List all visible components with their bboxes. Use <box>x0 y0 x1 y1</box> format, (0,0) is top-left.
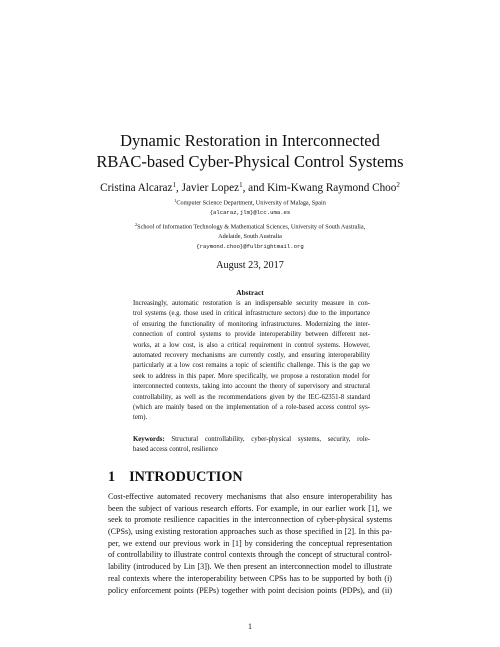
abstract-body <box>133 299 370 424</box>
affiliation-2 <box>0 222 500 231</box>
keywords-label: Keywords: <box>133 436 165 443</box>
section-number: 1 <box>108 469 116 485</box>
keywords <box>133 435 370 456</box>
paper-title-line-1: Dynamic Restoration in Interconnected <box>120 131 380 150</box>
abstract-line: (which are mainly based on the implementation of a role-based access control sys- <box>133 403 370 411</box>
keywords-text: Structural controllability, cyber-physical systems, security, role- <box>164 436 370 443</box>
author-name: Cristina Alcaraz <box>100 182 173 194</box>
keywords-line-1 <box>133 435 370 445</box>
affiliation-1-email: {alcaraz,jlm}@lcc.uma.es <box>209 209 291 216</box>
body-line: policy enforcement points (PEPs) together with point decision points (PDPs), and (ii) <box>108 585 392 595</box>
body-line: of controllability to illustrate control contexts through the concept of structural control- <box>108 550 392 560</box>
author-affiliation-mark: 1 <box>239 181 243 189</box>
keywords-line-2: based access control, resilience <box>133 446 218 454</box>
body-line: seek to promote resilience capacities in the interconnection of cyber-physical systems <box>108 515 392 525</box>
section-title: INTRODUCTION <box>129 469 243 485</box>
abstract-line: of ensuring the functionality of monitoring infrastructures. Modernizing the inter- <box>133 320 370 328</box>
author-name: , Javier Lopez <box>176 182 240 194</box>
body-line: (CPSs), using existing restoration approaches such as those specified in [2]. In this pa- <box>108 527 392 537</box>
abstract-line: seek to address in this paper. More specifically, we propose a restoration model for <box>133 372 370 380</box>
abstract-line: automated recovery mechanisms are currently costly, and ensuring interoperability <box>133 351 370 359</box>
abstract-line: controllability, as well as the recommendations given by the IEC-62351-8 standard <box>133 393 370 401</box>
body-line: real contexts where the interoperability between CPSs has to be supported by both (i) <box>108 573 392 583</box>
section-heading <box>108 469 243 486</box>
author-affiliation-mark: 2 <box>396 181 400 189</box>
body-line: lability (introduced by Lin [3]). We then present an interconnection model to illustrate <box>108 562 392 572</box>
paper-date: August 23, 2017 <box>216 260 284 271</box>
abstract-line: particularly at a low cost remains a topic of scientific challenge. This is the gap we <box>133 362 370 370</box>
paper-title-line-2: RBAC-based Cyber-Physical Control Systems <box>96 152 404 171</box>
introduction-paragraph <box>108 491 392 596</box>
affiliation-1 <box>0 198 500 207</box>
affiliation-text: School of Information Technology & Mathematical Sciences, University of South Australia, <box>137 223 366 231</box>
author-name: , and Kim-Kwang Raymond Choo <box>242 182 397 194</box>
body-line: been the subject of various research efforts. For example, in our earlier work [1], we <box>108 503 392 513</box>
affiliation-text: Computer Science Department, University of Malaga, Spain <box>176 199 326 207</box>
abstract-line: trol systems (e.g. those used in critical infrastructure sectors) due to the importance <box>133 310 370 318</box>
abstract-line: interconnected contexts, taking into account the theory of supervisory and structural <box>133 383 370 391</box>
abstract-line: works, at a low cost, is also a critical requirement in control systems. However, <box>133 341 370 349</box>
affiliation-mark: 2 <box>134 222 138 227</box>
affiliation-2-city: Adelaide, South Australia <box>218 233 282 240</box>
author-list <box>0 181 500 194</box>
abstract-line: Increasingly, automatic restoration is an indispensable security measure in con- <box>133 300 370 307</box>
author-affiliation-mark: 1 <box>172 181 176 189</box>
abstract-heading: Abstract <box>236 288 264 297</box>
affiliation-2-email: {raymond.choo}@fulbrightmail.org <box>196 243 304 250</box>
page-number: 1 <box>248 622 252 631</box>
body-line: per, we extend our previous work in [1] by considering the conceptual representation <box>108 538 392 548</box>
body-line: Cost-effective automated recovery mechanisms that also ensure interoperability has <box>108 492 392 501</box>
affiliation-mark: 1 <box>174 198 177 203</box>
abstract-line: connection of control systems to provide interoperability between different net- <box>133 331 370 339</box>
abstract-line: tem). <box>133 414 148 422</box>
